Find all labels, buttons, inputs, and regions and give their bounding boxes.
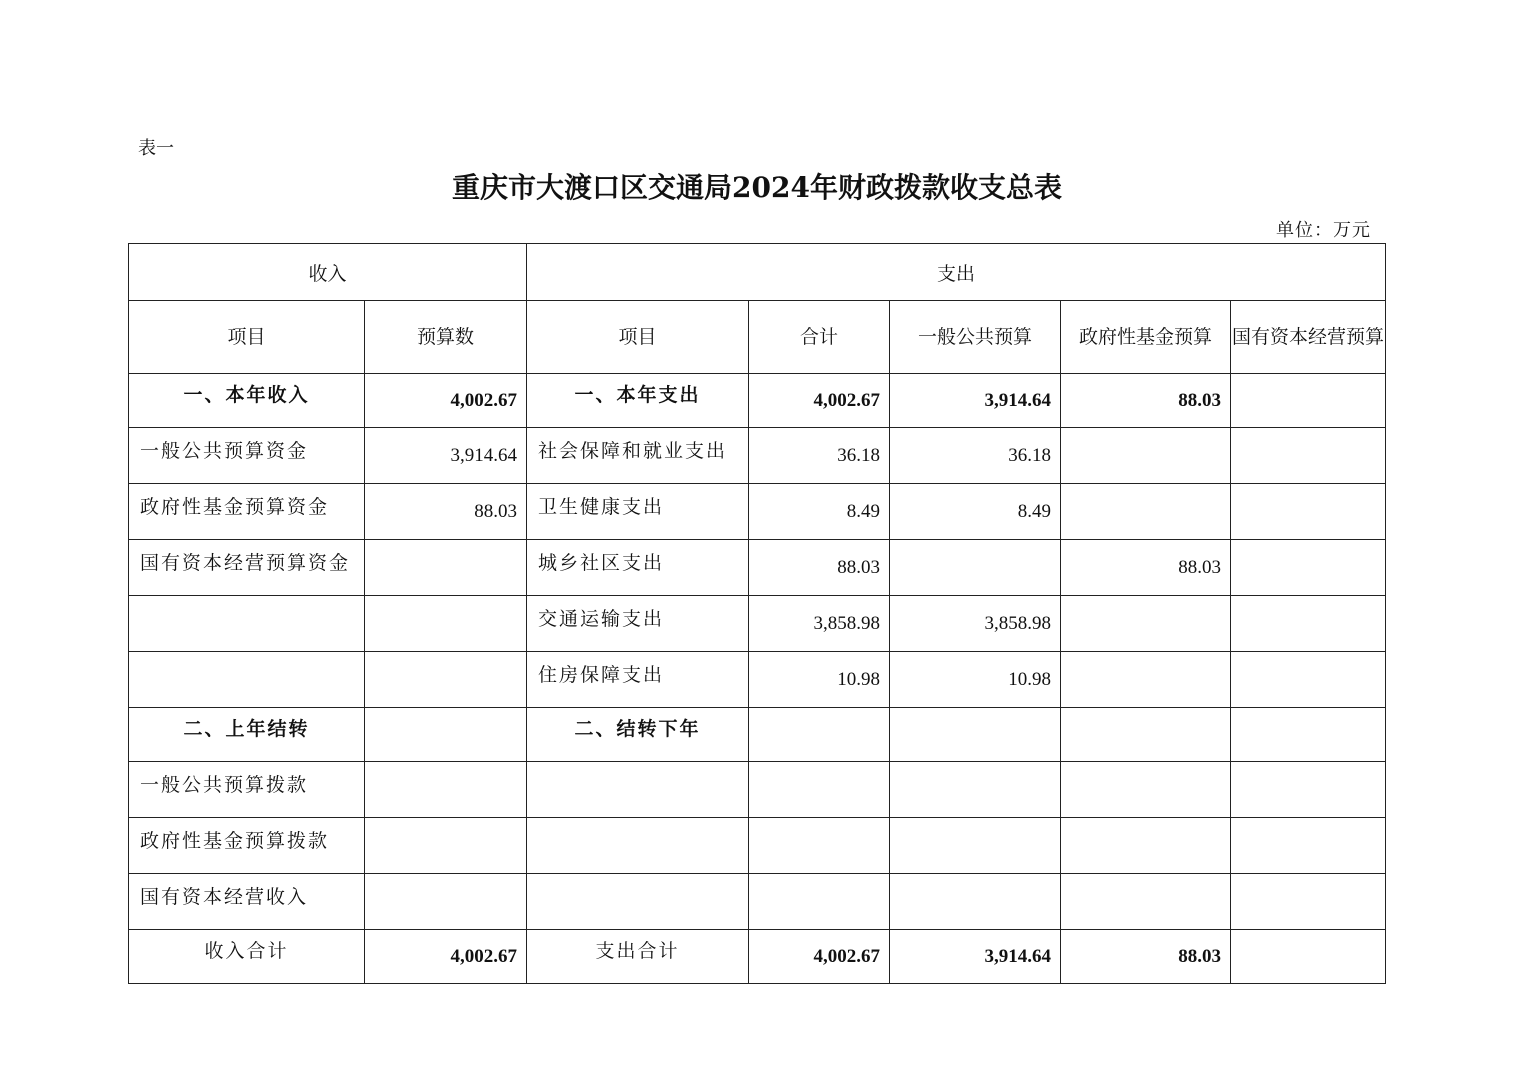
gov-fund-val [1061,708,1231,762]
table-row [129,540,1386,596]
general-val: 36.18 [890,428,1061,484]
out-item: 城乡社区支出 [527,540,749,596]
state-capital-val [1231,428,1386,484]
header-row-columns [129,301,1386,374]
in-val [365,708,527,762]
expense-total-label: 支出合计 [527,930,749,984]
out-item: 一、本年支出 [527,374,749,428]
general-val [890,708,1061,762]
page-title: 重庆市大渡口区交通局2024年财政拨款收支总表 [452,171,1062,204]
general-val: 3,914.64 [890,930,1061,984]
header-row-group [129,244,1386,301]
in-item: 国有资本经营预算资金 [129,540,365,596]
in-val: 4,002.67 [365,374,527,428]
in-val [365,596,527,652]
table-row [129,874,1386,930]
gov-fund-val [1061,428,1231,484]
in-item: 国有资本经营收入 [129,874,365,930]
in-val: 88.03 [365,484,527,540]
table-row [129,652,1386,708]
out-item [527,874,749,930]
total-val: 4,002.67 [749,374,890,428]
general-budget-header: 一般公共预算 [890,301,1061,374]
in-item: 一、本年收入 [129,374,365,428]
in-item: 一般公共预算资金 [129,428,365,484]
total-val: 4,002.67 [749,930,890,984]
table-row [129,818,1386,874]
in-val [365,874,527,930]
out-item: 卫生健康支出 [527,484,749,540]
total-header: 合计 [749,301,890,374]
state-capital-val [1231,540,1386,596]
table-row [129,596,1386,652]
general-val: 3,914.64 [890,374,1061,428]
gov-fund-val: 88.03 [1061,540,1231,596]
total-val [749,708,890,762]
out-item: 交通运输支出 [527,596,749,652]
out-item: 社会保障和就业支出 [527,428,749,484]
fiscal-summary-table [128,243,1386,984]
gov-fund-budget-header: 政府性基金预算 [1061,301,1231,374]
in-item: 政府性基金预算资金 [129,484,365,540]
state-capital-val [1231,484,1386,540]
state-capital-val [1231,762,1386,818]
state-capital-val [1231,596,1386,652]
total-val: 8.49 [749,484,890,540]
gov-fund-val: 88.03 [1061,374,1231,428]
table-row [129,428,1386,484]
general-val: 3,858.98 [890,596,1061,652]
in-val [365,540,527,596]
out-item: 二、结转下年 [527,708,749,762]
total-val [749,818,890,874]
income-item-header: 项目 [129,301,365,374]
state-capital-val [1231,374,1386,428]
gov-fund-val [1061,484,1231,540]
total-val: 88.03 [749,540,890,596]
in-item: 政府性基金预算拨款 [129,818,365,874]
table-row [129,484,1386,540]
general-val [890,874,1061,930]
in-val [365,762,527,818]
expense-item-header: 项目 [527,301,749,374]
income-total-val: 4,002.67 [365,930,527,984]
general-val [890,540,1061,596]
table-row [129,762,1386,818]
total-val: 10.98 [749,652,890,708]
table-row [129,374,1386,428]
out-item [527,818,749,874]
in-item: 二、上年结转 [129,708,365,762]
table-label: 表一 [138,138,174,159]
general-val: 8.49 [890,484,1061,540]
out-item: 住房保障支出 [527,652,749,708]
state-capital-val [1231,652,1386,708]
gov-fund-val [1061,596,1231,652]
in-val [365,818,527,874]
total-val [749,874,890,930]
table-row-total [129,930,1386,984]
total-val: 36.18 [749,428,890,484]
state-capital-val [1231,708,1386,762]
total-val [749,762,890,818]
out-item [527,762,749,818]
income-header: 收入 [129,244,527,301]
gov-fund-val: 88.03 [1061,930,1231,984]
gov-fund-val [1061,874,1231,930]
state-capital-val [1231,930,1386,984]
gov-fund-val [1061,652,1231,708]
in-item [129,652,365,708]
gov-fund-val [1061,818,1231,874]
total-val: 3,858.98 [749,596,890,652]
general-val: 10.98 [890,652,1061,708]
general-val [890,818,1061,874]
gov-fund-val [1061,762,1231,818]
in-val [365,652,527,708]
table-row [129,708,1386,762]
state-capital-val [1231,818,1386,874]
in-item [129,596,365,652]
in-item: 一般公共预算拨款 [129,762,365,818]
expense-header: 支出 [527,244,1386,301]
unit-label: 单位：万元 [1276,220,1371,241]
general-val [890,762,1061,818]
in-val: 3,914.64 [365,428,527,484]
state-capital-budget-header: 国有资本经营预算 [1231,301,1386,374]
income-budget-header: 预算数 [365,301,527,374]
state-capital-val [1231,874,1386,930]
income-total-label: 收入合计 [129,930,365,984]
